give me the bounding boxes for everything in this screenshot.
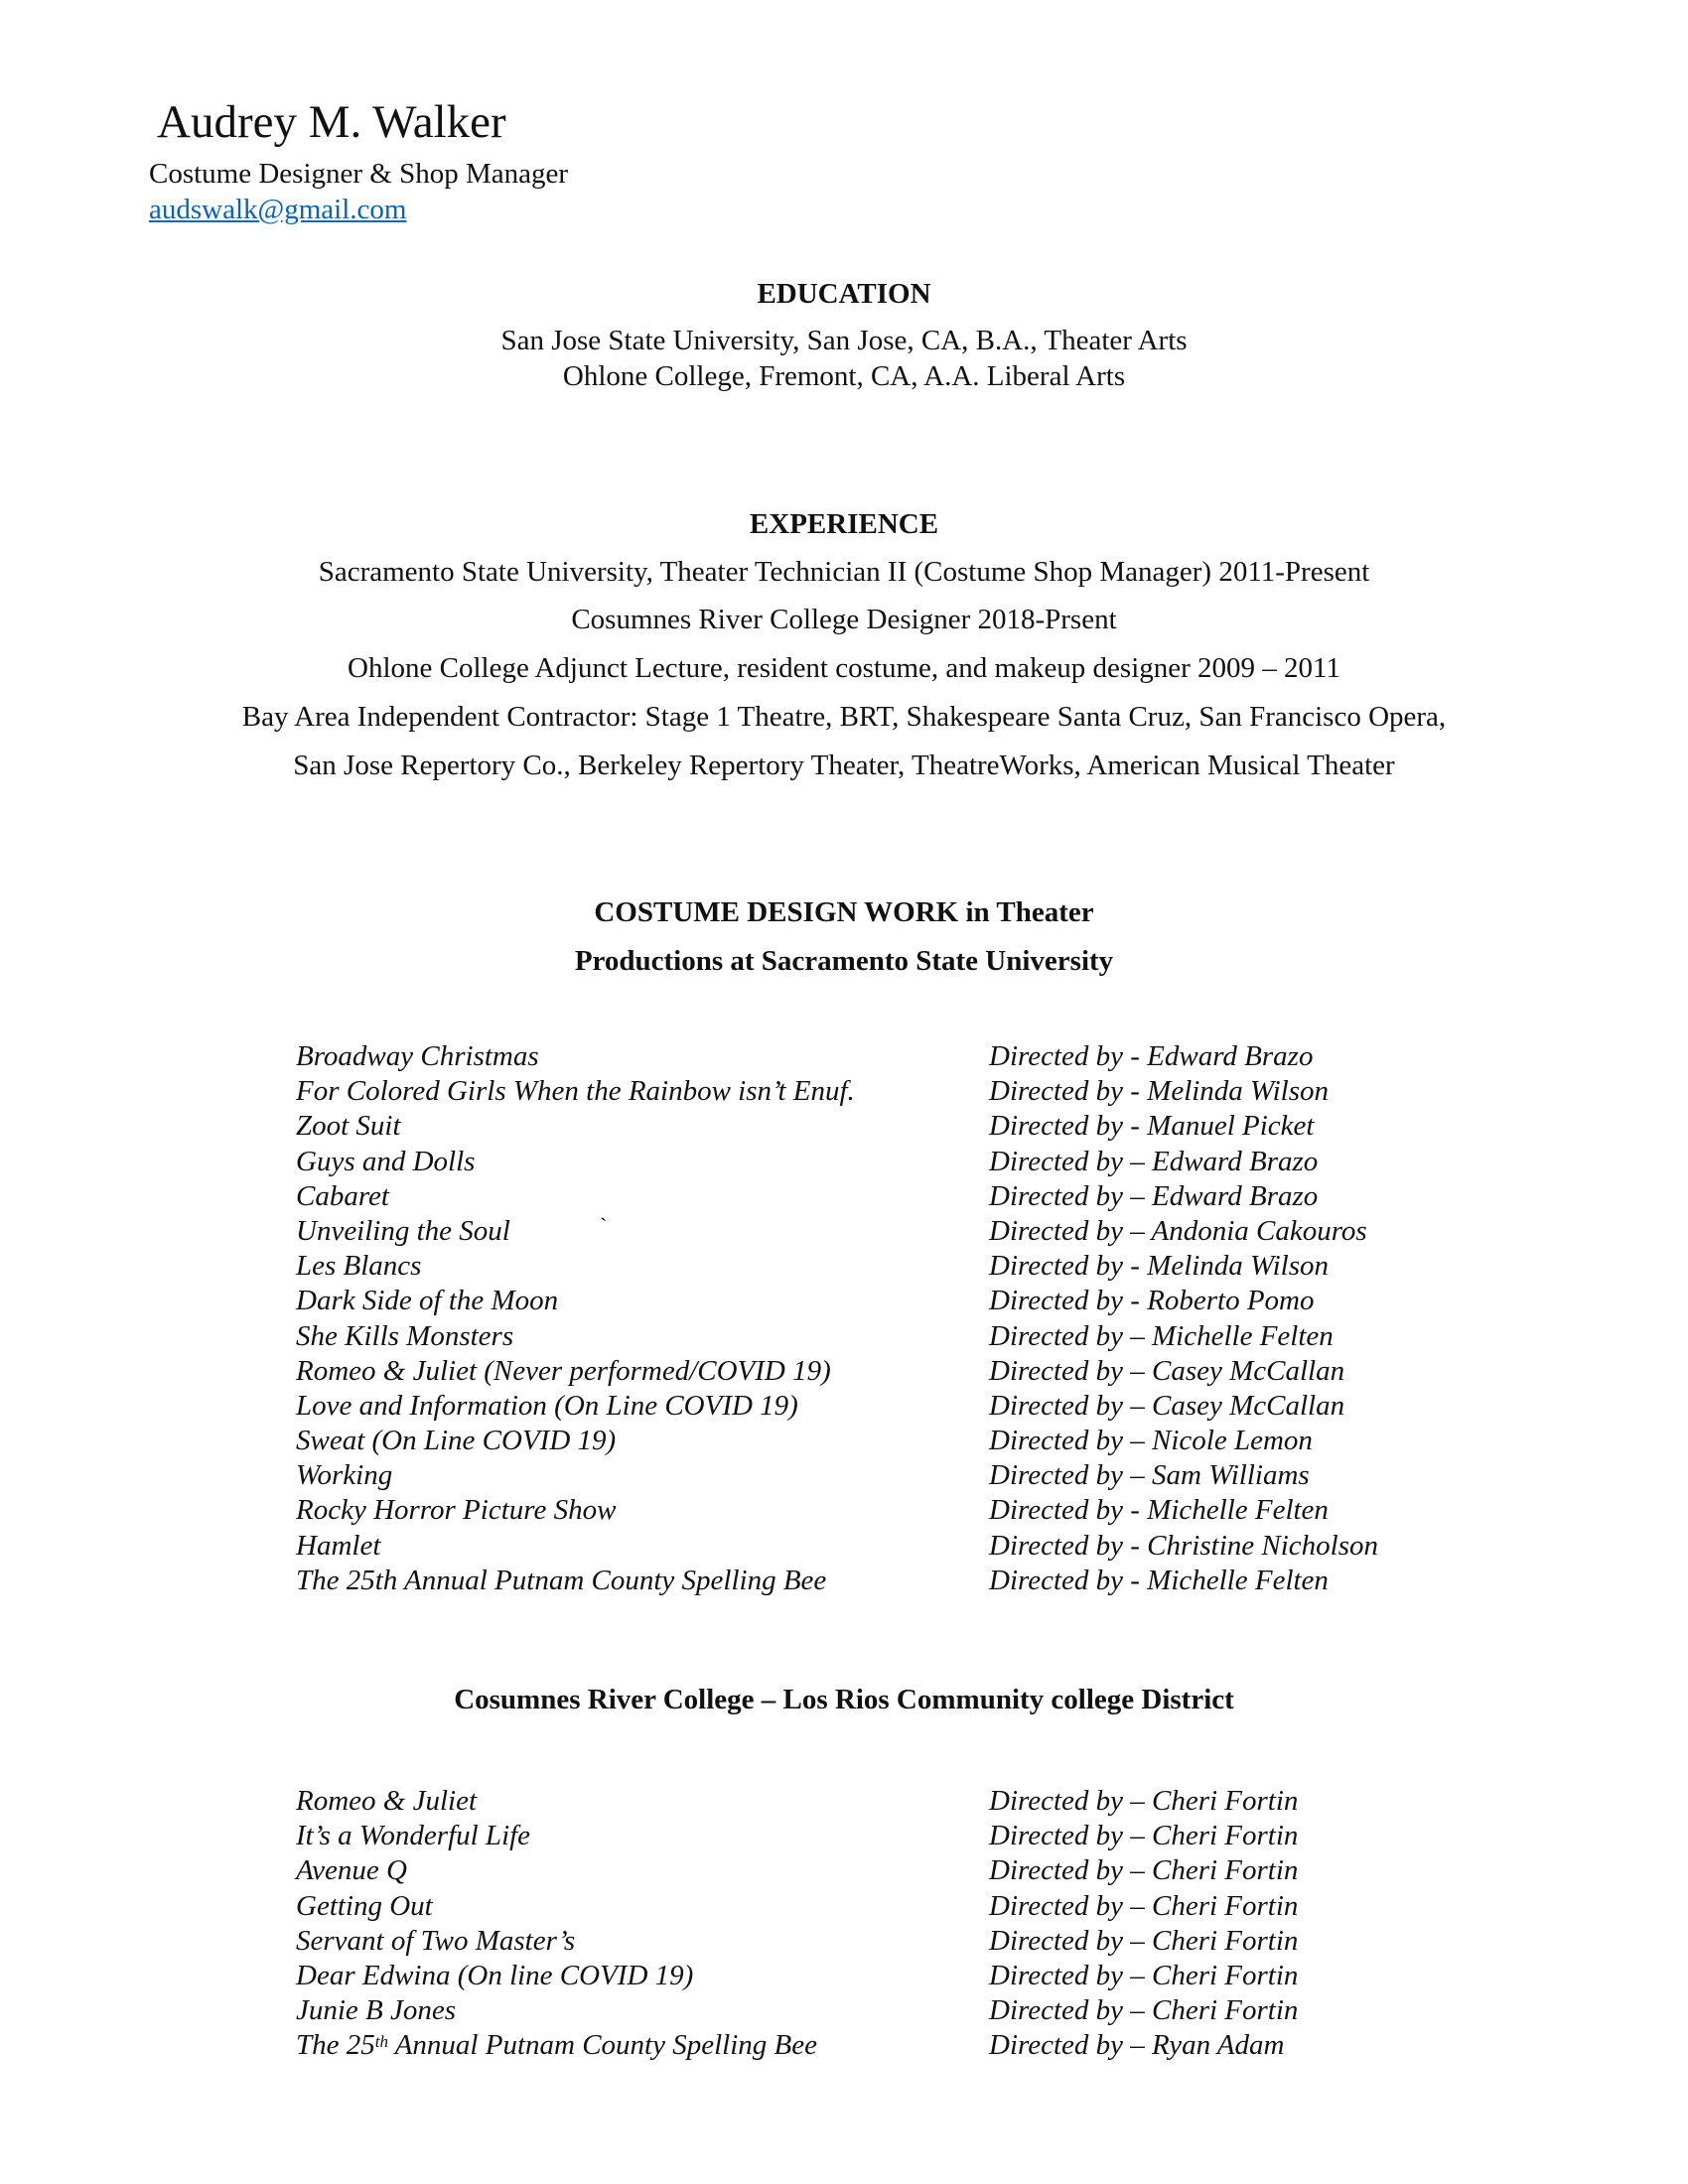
director-credit: Directed by - Michelle Felten bbox=[989, 1564, 1329, 1596]
production-row bbox=[0, 1319, 1688, 1354]
production-row bbox=[0, 1284, 1688, 1318]
production-row bbox=[0, 1424, 1688, 1458]
education-heading: EDUCATION bbox=[757, 278, 931, 310]
director-credit: Directed by – Sam Williams bbox=[989, 1459, 1310, 1492]
show-title: Broadway Christmas bbox=[296, 1040, 539, 1072]
sac-state-subheading: Productions at Sacramento State University bbox=[574, 945, 1114, 977]
production-row bbox=[0, 1109, 1688, 1144]
director-credit: Directed by – Cheri Fortin bbox=[989, 1854, 1299, 1887]
production-row bbox=[0, 1493, 1688, 1528]
show-title: Dear Edwina (On line COVID 19) bbox=[296, 1959, 694, 1991]
show-title: Hamlet bbox=[296, 1529, 381, 1562]
director-credit: Directed by – Edward Brazo bbox=[989, 1179, 1319, 1212]
director-credit: Directed by - Melinda Wilson bbox=[989, 1250, 1330, 1283]
show-title: Avenue Q bbox=[296, 1854, 407, 1887]
crc-production-list bbox=[0, 1784, 1688, 2064]
education-line: San Jose State University, San Jose, CA, B.A., Theater Arts bbox=[500, 325, 1188, 356]
director-credit: Directed by – Cheri Fortin bbox=[989, 1820, 1299, 1852]
director-credit: Directed by – Edward Brazo bbox=[989, 1145, 1319, 1177]
experience-line: Ohlone College Adjunct Lecture, resident costume, and makeup designer 2009 – 2011 bbox=[348, 652, 1340, 684]
director-credit: Directed by - Christine Nicholson bbox=[989, 1529, 1378, 1562]
experience-line: San Jose Repertory Co., Berkeley Repertory Theater, TheatreWorks, American Musical Theater bbox=[293, 750, 1395, 781]
show-title: For Colored Girls When the Rainbow isn’t Enuf. bbox=[296, 1075, 855, 1108]
production-row bbox=[0, 1074, 1688, 1109]
show-title: She Kills Monsters bbox=[296, 1319, 514, 1352]
show-title: Guys and Dolls bbox=[296, 1145, 476, 1177]
production-row bbox=[0, 1924, 1688, 1959]
production-row bbox=[0, 1214, 1688, 1249]
director-credit: Directed by - Roberto Pomo bbox=[989, 1285, 1315, 1317]
show-title: The 25th Annual Putnam County Spelling Bee bbox=[296, 1564, 827, 1596]
show-title: Cabaret bbox=[296, 1179, 389, 1212]
show-title: Zoot Suit bbox=[296, 1110, 401, 1143]
director-credit: Directed by - Manuel Picket bbox=[989, 1110, 1315, 1143]
show-title-part: Annual Putnam County Spelling Bee bbox=[387, 2029, 817, 2062]
production-row bbox=[0, 1993, 1688, 2028]
director-credit: Directed by - Melinda Wilson bbox=[989, 1075, 1330, 1108]
production-row bbox=[0, 1959, 1688, 1993]
production-row bbox=[0, 1179, 1688, 1214]
sac-state-production-list bbox=[0, 1039, 1688, 1598]
show-title: Unveiling the Soul bbox=[296, 1214, 510, 1247]
production-row bbox=[0, 1819, 1688, 1853]
production-row bbox=[0, 1529, 1688, 1564]
production-row bbox=[0, 1354, 1688, 1389]
director-credit: Directed by - Michelle Felten bbox=[989, 1494, 1329, 1527]
show-title: Working bbox=[296, 1459, 393, 1492]
show-title: Dark Side of the Moon bbox=[296, 1285, 559, 1317]
stray-mark: ` bbox=[600, 1213, 608, 1238]
director-credit: Directed by – Cheri Fortin bbox=[989, 1959, 1299, 1991]
production-row bbox=[0, 1458, 1688, 1493]
production-row bbox=[0, 2028, 1688, 2063]
director-credit: Directed by – Cheri Fortin bbox=[989, 1889, 1299, 1922]
show-title bbox=[296, 2028, 817, 2063]
education-line: Ohlone College, Fremont, CA, A.A. Liberal Arts bbox=[562, 360, 1126, 392]
director-credit: Directed by – Casey McCallan bbox=[989, 1389, 1345, 1422]
applicant-role: Costume Designer & Shop Manager bbox=[149, 158, 569, 190]
production-row bbox=[0, 1853, 1688, 1888]
director-credit: Directed by – Cheri Fortin bbox=[989, 1785, 1299, 1817]
show-title: Sweat (On Line COVID 19) bbox=[296, 1425, 617, 1457]
production-row bbox=[0, 1389, 1688, 1424]
email-link[interactable]: audswalk@gmail.com bbox=[149, 194, 407, 225]
experience-line: Sacramento State University, Theater Technician II (Costume Shop Manager) 2011-Present bbox=[318, 556, 1370, 588]
production-row bbox=[0, 1145, 1688, 1179]
production-row bbox=[0, 1564, 1688, 1598]
director-credit: Directed by – Nicole Lemon bbox=[989, 1425, 1313, 1457]
experience-line: Cosumnes River College Designer 2018-Prsent bbox=[571, 604, 1117, 635]
show-title: It’s a Wonderful Life bbox=[296, 1820, 531, 1852]
crc-heading: Cosumnes River College – Los Rios Community college District bbox=[454, 1684, 1234, 1715]
show-title-part: The 25 bbox=[296, 2029, 375, 2062]
show-title: Romeo & Juliet bbox=[296, 1785, 478, 1817]
ordinal-suffix: th bbox=[374, 2032, 388, 2052]
experience-line: Bay Area Independent Contractor: Stage 1 Theatre, BRT, Shakespeare Santa Cruz, San Francisco Opera, bbox=[241, 701, 1447, 733]
design-work-heading: COSTUME DESIGN WORK in Theater bbox=[594, 896, 1094, 928]
production-row bbox=[0, 1039, 1688, 1074]
director-credit: Directed by – Michelle Felten bbox=[989, 1319, 1334, 1352]
director-credit: Directed by – Ryan Adam bbox=[989, 2029, 1285, 2062]
show-title: Love and Information (On Line COVID 19) bbox=[296, 1389, 798, 1422]
show-title: Junie B Jones bbox=[296, 1994, 457, 2027]
production-row bbox=[0, 1249, 1688, 1284]
show-title: Rocky Horror Picture Show bbox=[296, 1494, 617, 1527]
applicant-name: Audrey M. Walker bbox=[157, 96, 506, 148]
show-title: Les Blancs bbox=[296, 1250, 422, 1283]
show-title: Servant of Two Master’s bbox=[296, 1924, 576, 1957]
show-title: Romeo & Juliet (Never performed/COVID 19) bbox=[296, 1354, 831, 1387]
director-credit: Directed by – Andonia Cakouros bbox=[989, 1214, 1367, 1247]
show-title: Getting Out bbox=[296, 1889, 433, 1922]
director-credit: Directed by - Edward Brazo bbox=[989, 1040, 1314, 1072]
director-credit: Directed by – Cheri Fortin bbox=[989, 1924, 1299, 1957]
director-credit: Directed by – Cheri Fortin bbox=[989, 1994, 1299, 2027]
director-credit: Directed by – Casey McCallan bbox=[989, 1354, 1345, 1387]
production-row bbox=[0, 1784, 1688, 1819]
production-row bbox=[0, 1889, 1688, 1924]
experience-heading: EXPERIENCE bbox=[749, 508, 939, 540]
